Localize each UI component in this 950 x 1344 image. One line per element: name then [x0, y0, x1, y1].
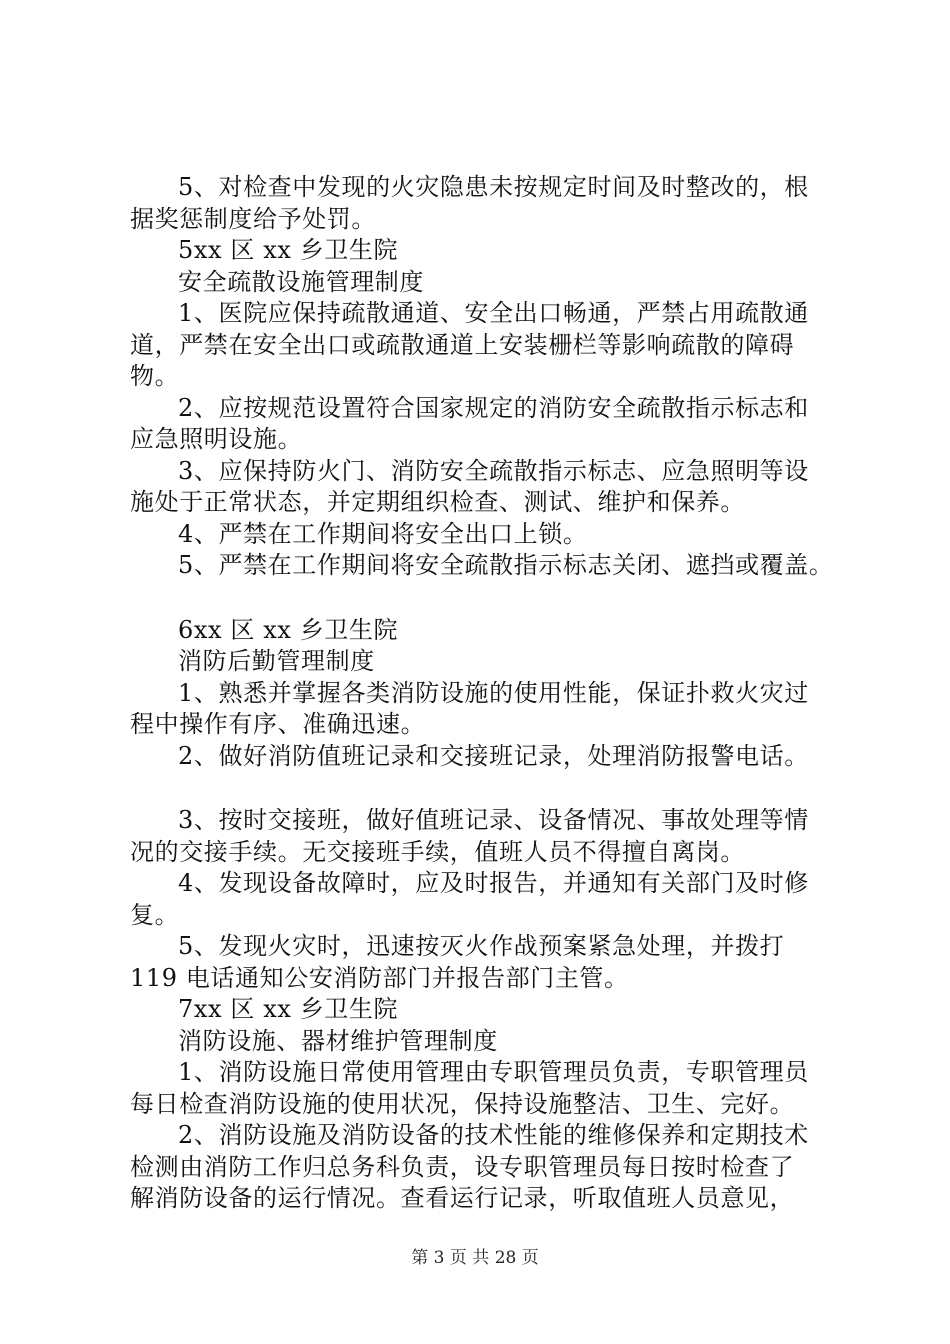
paragraph-line: 5、严禁在工作期间将安全疏散指示标志关闭、遮挡或覆盖。 — [178, 551, 834, 579]
paragraph-line: 1、熟悉并掌握各类消防设施的使用性能，保证扑救火灾过 — [178, 678, 809, 707]
paragraph-line: 1、医院应保持疏散通道、安全出口畅通，严禁占用疏散通 — [178, 299, 809, 327]
paragraph-line: 2、应按规范设置符合国家规定的消防安全疏散指示标志和 — [178, 393, 809, 422]
paragraph-line: 4、严禁在工作期间将安全出口上锁。 — [178, 519, 588, 548]
blank-line — [130, 772, 852, 805]
paragraph-line: 解消防设备的运行情况。查看运行记录，听取值班人员意见， — [130, 1184, 795, 1212]
paragraph-line: 119 电话通知公安消防部门并报告部门主管。 — [130, 963, 629, 992]
paragraph-line: 检测由消防工作归总务科负责，设专职管理员每日按时检查了 — [130, 1152, 795, 1181]
paragraph-line: 施处于正常状态，并定期组织检查、测试、维护和保养。 — [130, 488, 745, 516]
paragraph-line: 3、应保持防火门、消防安全疏散指示标志、应急照明等设 — [178, 456, 809, 485]
paragraph-line: 4、发现设备故障时，应及时报告，并通知有关部门及时修 — [178, 869, 809, 897]
paragraph-line: 3、按时交接班，做好值班记录、设备情况、事故处理等情 — [178, 806, 809, 834]
paragraph-line: 道，严禁在安全出口或疏散通道上安装栅栏等影响疏散的障碍 — [130, 330, 795, 359]
paragraph-line: 每日检查消防设施的使用状况，保持设施整洁、卫生、完好。 — [130, 1089, 795, 1118]
paragraph-line: 5、对检查中发现的火灾隐患未按规定时间及时整改的，根 — [178, 173, 809, 201]
section-heading-hospital: 6xx 区 xx 乡卫生院 — [178, 615, 399, 644]
paragraph-line: 5、发现火灾时，迅速按灭火作战预案紧急处理，并拨打 — [178, 932, 785, 960]
section-title: 消防设施、器材维护管理制度 — [178, 1026, 498, 1055]
paragraph-line: 2、消防设施及消防设备的技术性能的维修保养和定期技术 — [178, 1121, 809, 1149]
paragraph-line: 况的交接手续。无交接班手续，值班人员不得擅自离岗。 — [130, 837, 745, 866]
section-title: 消防后勤管理制度 — [178, 647, 375, 675]
section-heading-hospital: 5xx 区 xx 乡卫生院 — [178, 236, 399, 264]
page-number-footer: 第 3 页 共 28 页 — [411, 1248, 539, 1268]
document-body — [130, 172, 852, 1215]
paragraph-line: 据奖惩制度给予处罚。 — [130, 204, 376, 233]
paragraph-line: 程中操作有序、准确迅速。 — [130, 710, 426, 738]
paragraph-line: 应急照明设施。 — [130, 425, 303, 453]
paragraph-line: 1、消防设施日常使用管理由专职管理员负责，专职管理员 — [178, 1058, 809, 1086]
section-title: 安全疏散设施管理制度 — [178, 267, 424, 296]
paragraph-line: 复。 — [130, 900, 180, 929]
paragraph-line: 2、做好消防值班记录和交接班记录，处理消防报警电话。 — [178, 741, 809, 770]
blank-line — [130, 582, 852, 615]
section-heading-hospital: 7xx 区 xx 乡卫生院 — [178, 995, 399, 1023]
paragraph-line: 物。 — [130, 362, 180, 390]
